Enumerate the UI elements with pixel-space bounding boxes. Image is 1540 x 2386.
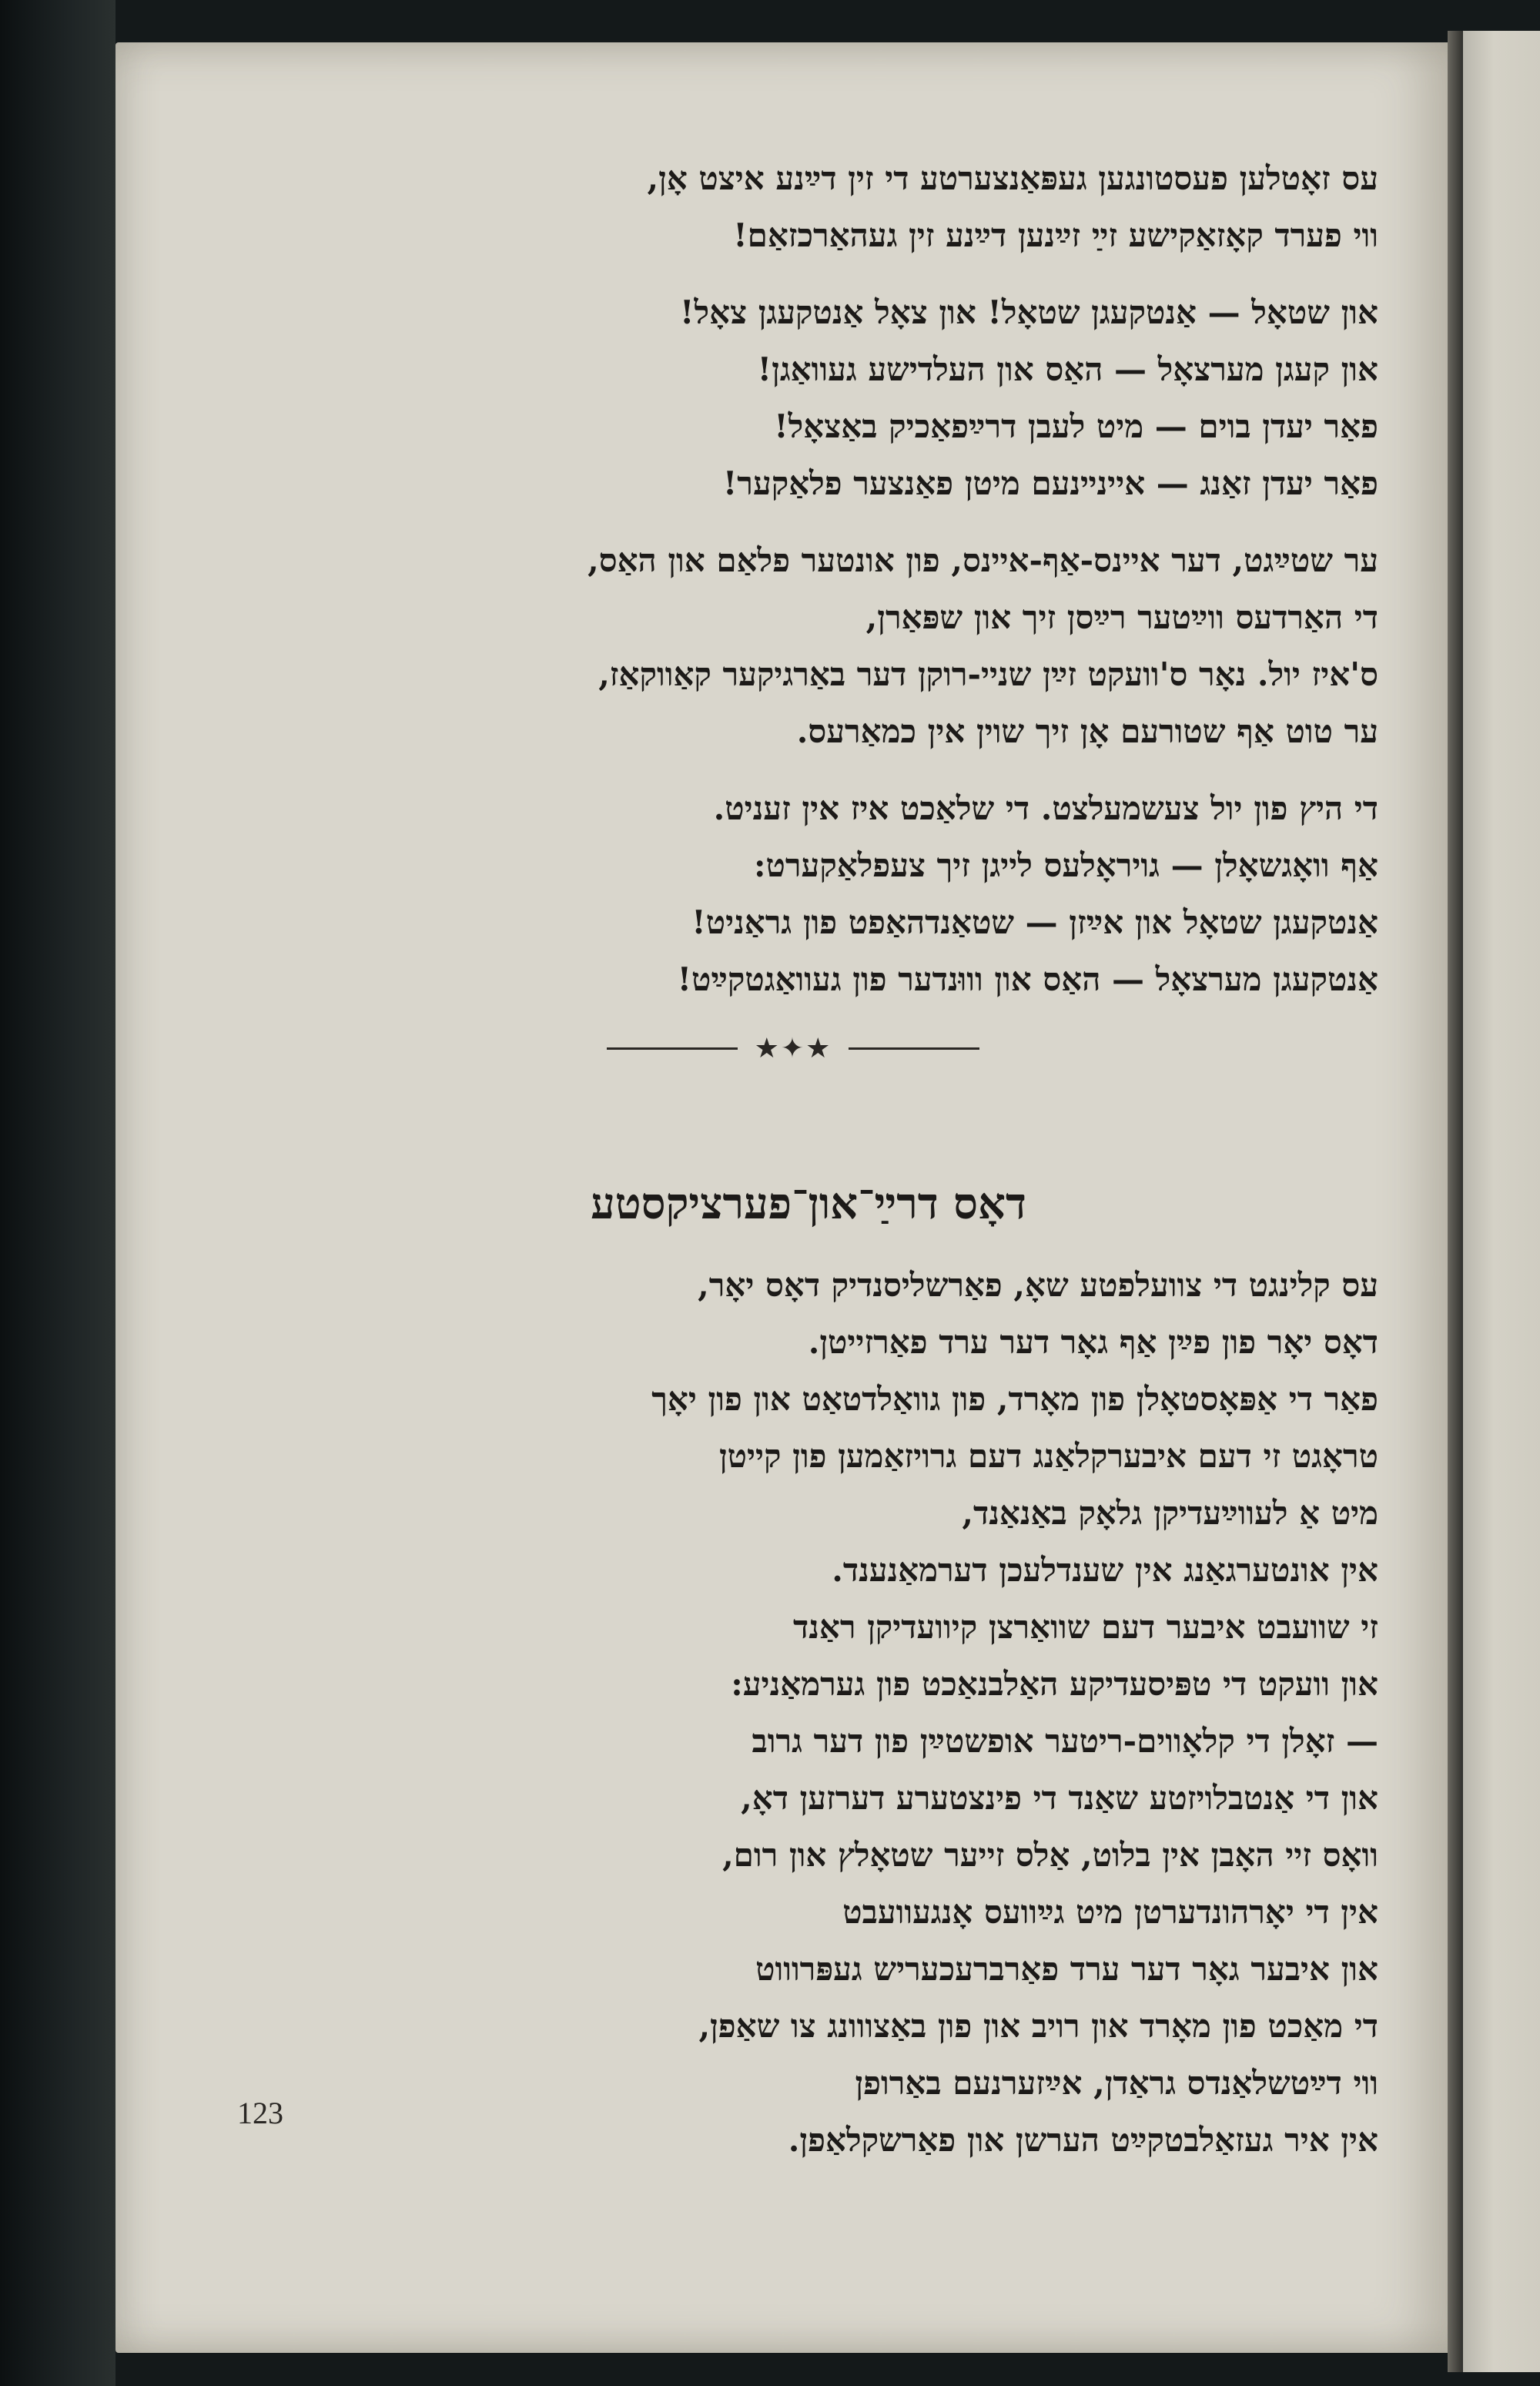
verse-line: די מאַכט פון מאָרד און רויב און פון באַצווונג צו שאַפן, [698,2007,1378,2045]
stanza-1 [323,150,1378,264]
verse-line: און איבער גאָר דער ערד פאַרברעכעריש געפּרוווט [755,1950,1378,1988]
verse-line: ער שטײַגט, דער איינס-אַף-איינס, פון אונטער פלאַם און האַס, [588,541,1378,579]
verse-line: די האַרדעס ווײַטער רײַסן זיך און שפּאַרן, [865,598,1378,636]
poem-title: דאָס דרײַ־און־פערציקסטע [591,1178,1026,1229]
divider-rule [607,1047,738,1050]
page-gutter [1448,31,1465,2372]
verse-line: און וועקט די טפּיסעדיקע האַלבנאַכט פון גערמאַניע: [731,1665,1378,1703]
verse-line: — זאָלן די קלאָווים-ריטער אופשטײַן פון דער גרוב [752,1722,1378,1760]
verse-line: ער טוט אַף שטורעם אָן זיך שוין אין כמאַרעס. [796,712,1378,750]
page-number: 123 [237,2096,283,2130]
verse-line: פאַר די אַפּאָסטאָלן פון מאָרד, פון גוואַלדטאַט און פון יאָך [651,1380,1378,1418]
book-spine-shadow [0,0,116,2386]
stanza-3 [323,532,1378,760]
verse-line: ווי פערד קאָזאַקישע זײַ זײַנען דײַנע זין געהאַרכזאַם! [733,216,1378,254]
verse-line: און שטאָל — אַנטקעגן שטאָל! און צאָל אַנטקעגן צאָל! [680,293,1378,331]
verse-line: ס'איז יול. נאָר ס'וועקט זײַן שניי-רוקן דער באַרגיקער קאַווקאַז, [598,655,1378,693]
opening-stanzas [323,150,1378,1028]
verse-line: אין די יאָרהונדערטן מיט גײַוועס אָנגעוועבט [842,1893,1378,1931]
divider-rule [849,1047,979,1050]
verse-line: די היץ פון יול צעשמעלצט. די שלאַכט איז אין זעניט. [713,789,1378,827]
verse-line: אַנטקעגן שטאָל און אײַזן — שטאַנדהאַפט פון גראַניט! [691,903,1378,941]
stanza-2 [323,284,1378,512]
verse-line: און די אַנטבלויזטע שאַנד די פינצטערע דערזען דאָ, [741,1779,1378,1817]
verse-line: עס זאָטלען פעסטונגען געפּאַנצערטע די זין דײַנע איצט אָן, [647,159,1378,197]
verse-line: פאַר יעדן זאַנג — איינײנעם מיטן פאַנצער פלאַקער! [722,464,1378,502]
stanza-4 [323,780,1378,1008]
section-divider [585,1029,1001,1067]
verse-line: זי שוועבט איבער דעם שוואַרצן קיוועדיקן ראַנד [793,1608,1378,1646]
verse-line: טראָגט זי דעם איבערקלאַנג דעם גרויזאַמען פון קייטן [718,1437,1378,1475]
verse-line: דאָס יאָר פון פײַן אַף גאָר דער ערד פאַרזייטן. [808,1323,1378,1361]
verse-line: אַף וואָגשאָלן — גויראָלעס לייגן זיך צעפלאַקערט: [754,846,1378,884]
divider-ornament: ★✦★ [754,1032,832,1064]
poem-body [323,1257,1378,2169]
verse-line: אין איר געזאַלבטקײַט הערשן און פאַרשקלאַפן. [788,2121,1378,2159]
verse-line: וואָס זיי האָבן אין בלוט, אַלס זייער שטאָלץ און רום, [722,1836,1378,1874]
adjacent-page-edge [1463,31,1540,2372]
verse-line: ווי דײַטשלאַנדס גראַדן, אײַזערנעם באַרופן [855,2064,1378,2102]
verse-line: פאַר יעדן בוים — מיט לעבן דרײַפאַכיק באַצאָל! [774,407,1378,445]
verse-line: עס קלינגט די צוועלפטע שאָ, פאַרשליסנדיק דאָס יאָר, [698,1266,1378,1304]
verse-line: און קעגן מערצאָל — האַס און העלדישע געוואַגן! [757,350,1378,388]
verse-line: מיט אַ לעווײַעדיקן גלאָק באַנאַנד, [962,1494,1378,1532]
verse-line: אַנטקעגן מערצאָל — האַס און וווּנדער פון געוואַגטקײַט! [677,960,1378,998]
verse-line: אין אונטערגאַנג אין שענדלעכן דערמאַנענד. [832,1551,1378,1589]
